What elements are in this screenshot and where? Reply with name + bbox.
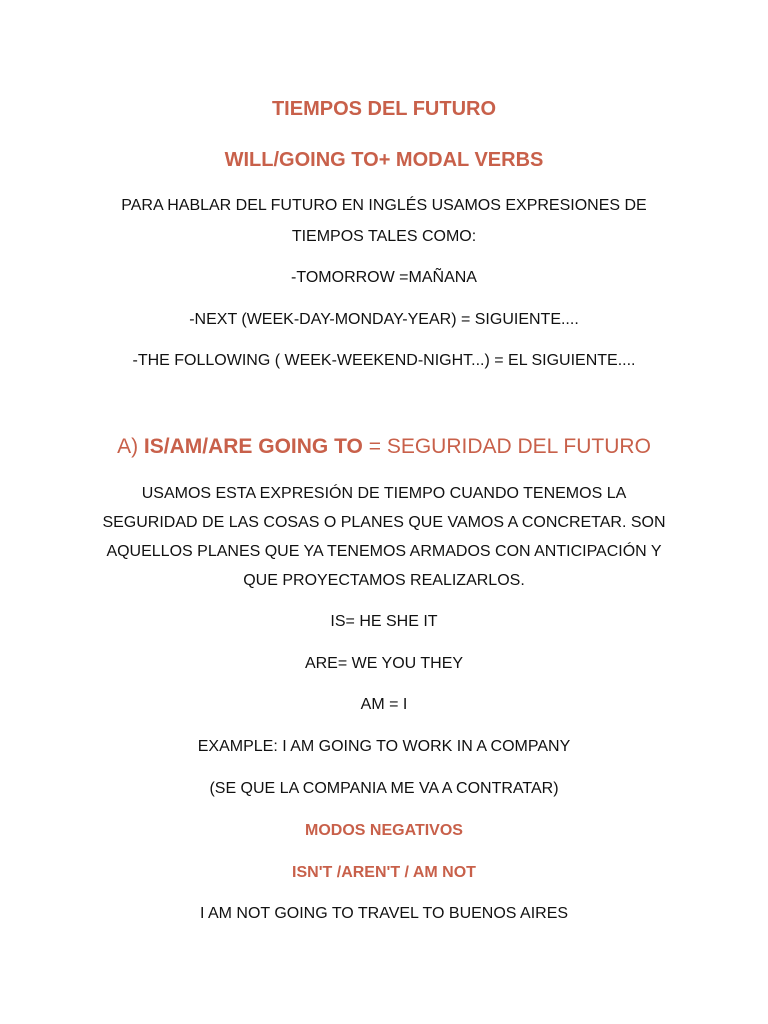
expression-next: -NEXT (WEEK-DAY-MONDAY-YEAR) = SIGUIENTE.... xyxy=(189,311,579,328)
example-note: (SE QUE LA COMPANIA ME VA A CONTRATAR) xyxy=(209,780,559,797)
negative-example: I AM NOT GOING TO TRAVEL TO BUENOS AIRES xyxy=(199,905,569,922)
section-a-suffix: = SEGURIDAD DEL FUTURO xyxy=(362,435,651,458)
expression-following: -THE FOLLOWING ( WEEK-WEEKEND-NIGHT...) = EL SIGUIENTE.... xyxy=(132,352,636,369)
are-pronouns: ARE= WE YOU THEY xyxy=(304,655,464,672)
am-pronouns: AM = I xyxy=(360,696,408,713)
expression-tomorrow: -TOMORROW =MAÑANA xyxy=(291,269,477,286)
intro-line-1: PARA HABLAR DEL FUTURO EN INGLÉS USAMOS EXPRESIONES DE xyxy=(121,197,647,214)
document-title: TIEMPOS DEL FUTURO xyxy=(271,98,497,120)
negative-forms: ISN'T /AREN'T / AM NOT xyxy=(292,864,476,881)
is-pronouns: IS= HE SHE IT xyxy=(330,613,438,630)
document-subtitle: WILL/GOING TO+ MODAL VERBS xyxy=(224,149,544,171)
example-sentence: EXAMPLE: I AM GOING TO WORK IN A COMPANY xyxy=(197,738,571,755)
paragraph-line-2: SEGURIDAD DE LAS COSAS O PLANES QUE VAMOS A CONCRETAR. SON xyxy=(102,514,666,531)
intro-line-2: TIEMPOS TALES COMO: xyxy=(291,228,477,245)
negative-heading: MODOS NEGATIVOS xyxy=(305,822,463,839)
paragraph-line-3: AQUELLOS PLANES QUE YA TENEMOS ARMADOS CON ANTICIPACIÓN Y xyxy=(106,543,662,560)
paragraph-line-1: USAMOS ESTA EXPRESIÓN DE TIEMPO CUANDO TENEMOS LA xyxy=(141,485,627,502)
section-a-prefix: A) xyxy=(117,435,144,458)
paragraph-line-4: QUE PROYECTAMOS REALIZARLOS. xyxy=(243,572,525,589)
section-a-bold: IS/AM/ARE GOING TO xyxy=(143,435,363,458)
section-a-heading xyxy=(40,432,728,462)
